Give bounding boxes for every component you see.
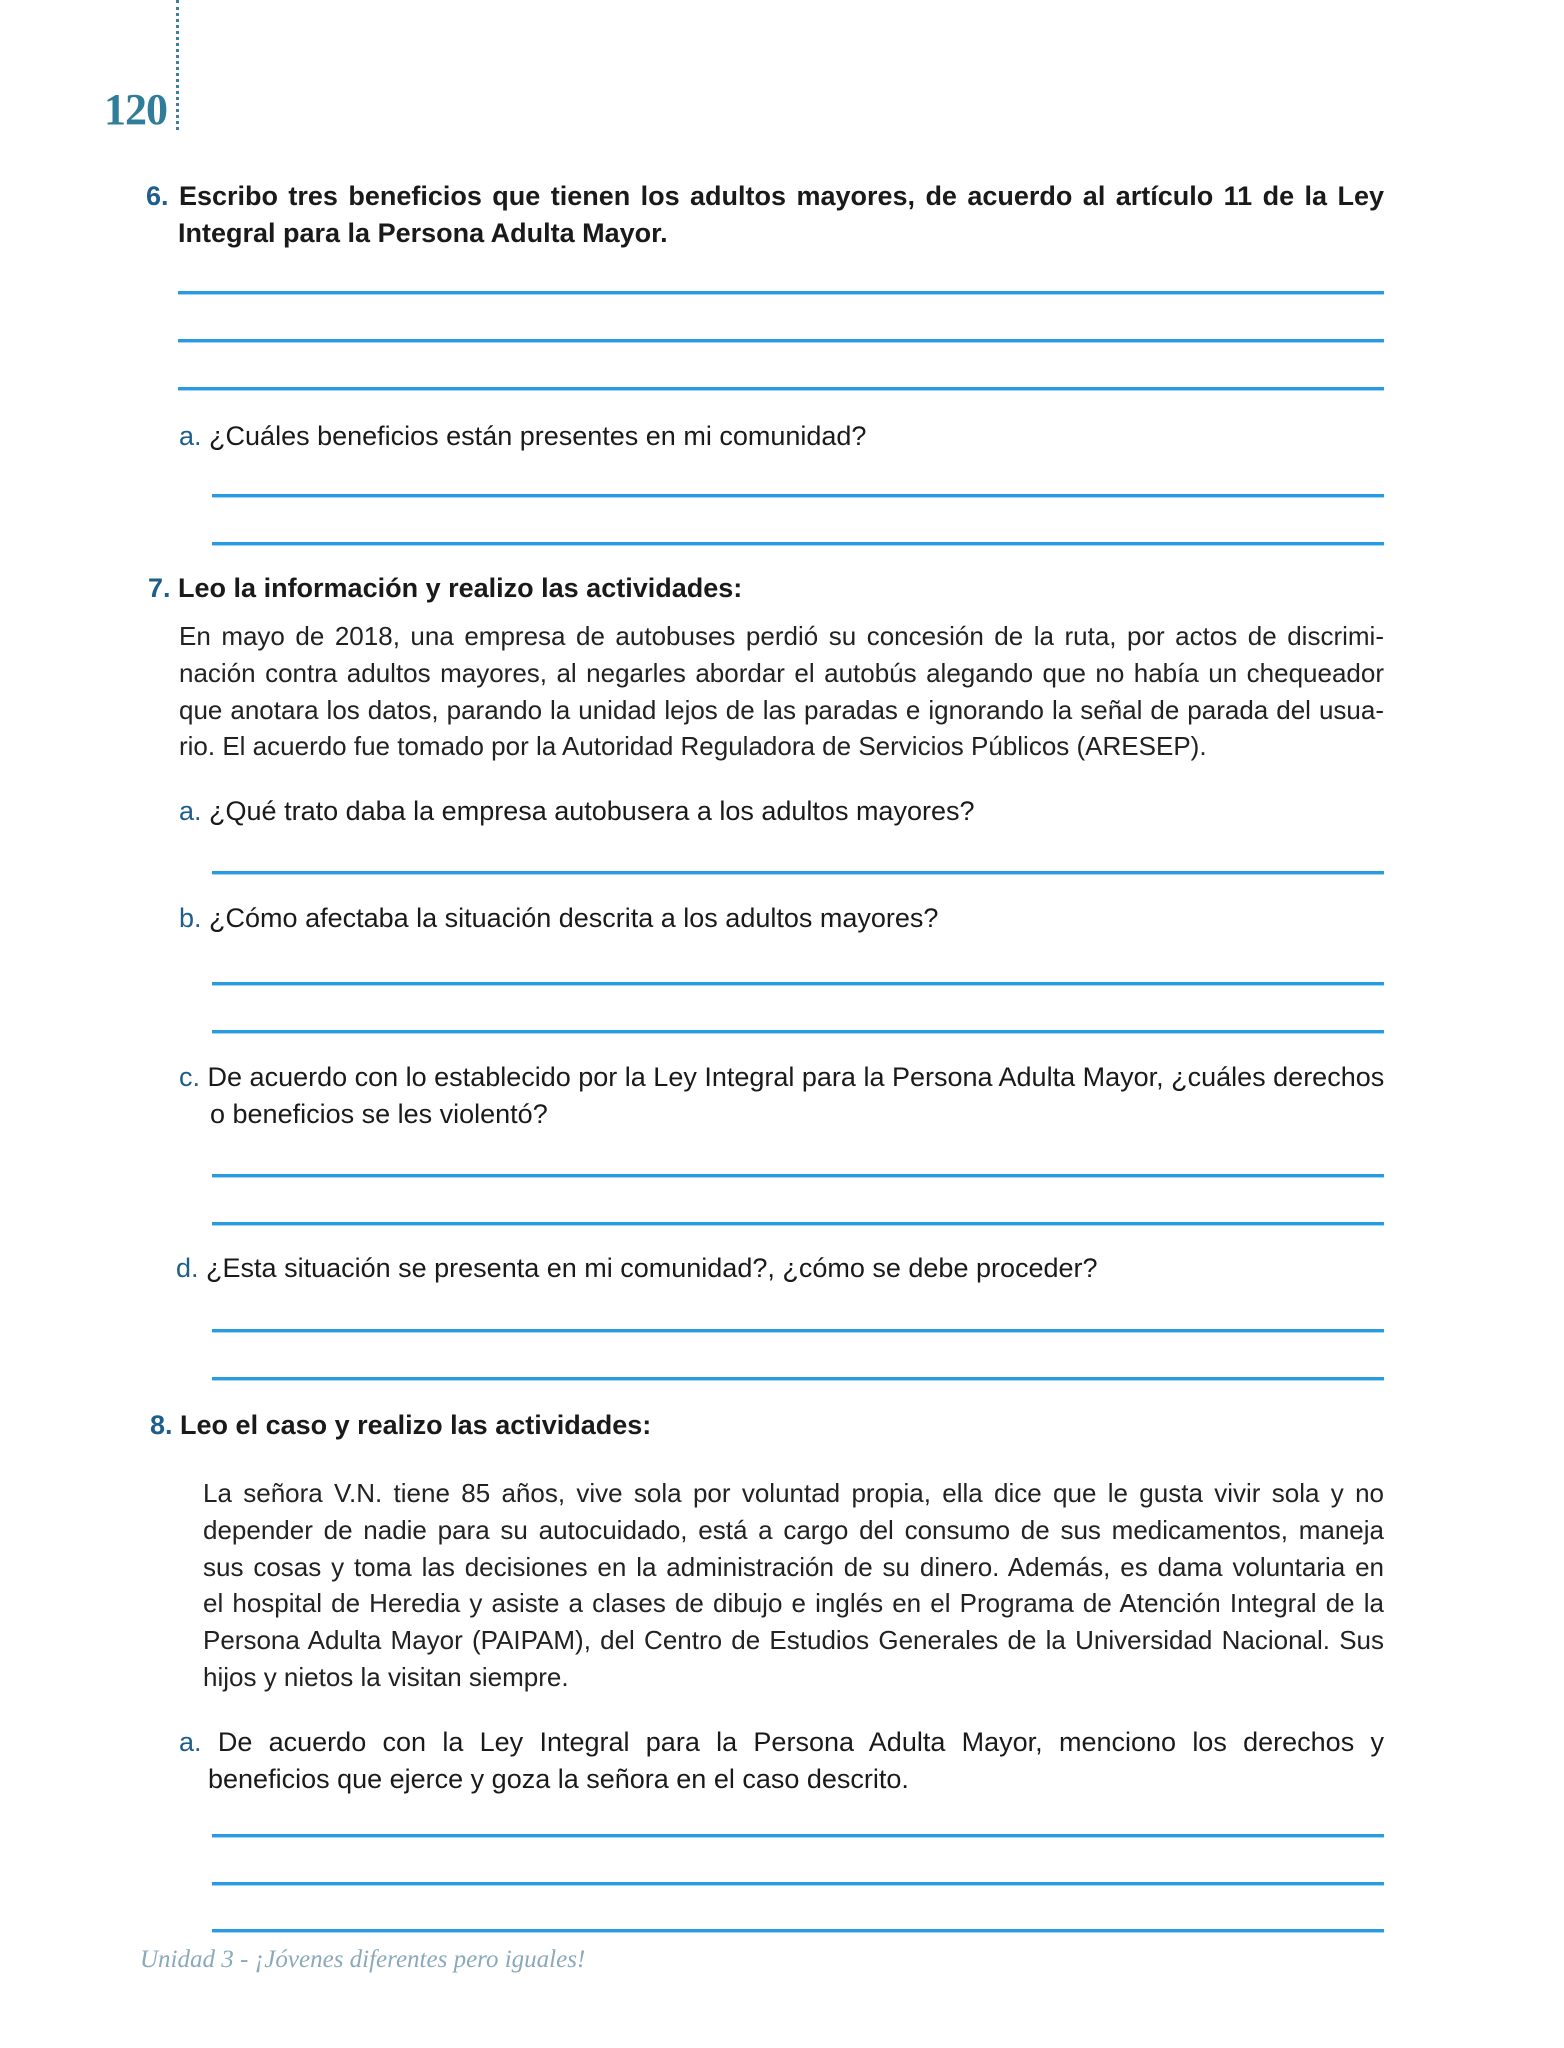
answer-line[interactable] [178, 339, 1384, 342]
answer-line[interactable] [212, 982, 1384, 985]
paragraph-line: el hospital de Heredia y asiste a clases de dibujo e inglés en el Programa de Atención Integral de la [203, 1588, 1384, 1619]
answer-line[interactable] [212, 1834, 1384, 1837]
paragraph-line: rio. El acuerdo fue tomado por la Autoridad Reguladora de Servicios Públicos (ARESEP). [179, 731, 1207, 762]
page-number: 120 [104, 85, 167, 134]
answer-line[interactable] [212, 542, 1384, 545]
margin-dotted-rule [176, 0, 179, 130]
question-text: Escribo tres beneficios que tienen los adultos mayores, de acuerdo al artículo 11 de la Ley [178, 181, 1384, 211]
answer-line[interactable] [212, 1882, 1384, 1885]
answer-line[interactable] [212, 1377, 1384, 1380]
answer-line[interactable] [212, 1222, 1384, 1225]
question-text: Leo la información y realizo las actividades: [178, 573, 743, 603]
question-number: 6. [146, 181, 169, 211]
question-7d [176, 1250, 1098, 1286]
sub-question-label: a. [179, 1727, 202, 1757]
question-8-paragraph [203, 1475, 1384, 1696]
paragraph-line: La señora V.N. tiene 85 años, vive sola por voluntad propia, ella dice que le gusta vivir sola y no [203, 1478, 1384, 1508]
sub-question-text: ¿Cómo afectaba la situación descrita a los adultos mayores? [209, 903, 939, 933]
question-7b [179, 900, 938, 936]
answer-line[interactable] [212, 871, 1384, 874]
sub-question-label: c. [179, 1062, 201, 1092]
question-text: Leo el caso y realizo las actividades: [180, 1410, 652, 1440]
sub-question-text: ¿Cuáles beneficios están presentes en mi comunidad? [209, 421, 867, 451]
answer-line[interactable] [212, 1174, 1384, 1177]
sub-question-text: De acuerdo con la Ley Integral para la Persona Adulta Mayor, menciono los derechos y [217, 1727, 1384, 1757]
question-6a [179, 418, 866, 454]
answer-line[interactable] [212, 1929, 1384, 1932]
paragraph-line: depender de nadie para su autocuidado, está a cargo del consumo de sus medicamentos, maneja [203, 1514, 1384, 1545]
answer-line[interactable] [212, 1030, 1384, 1033]
question-7c-line-1 [179, 1059, 1384, 1095]
question-8a-line-1 [179, 1724, 1384, 1760]
answer-line[interactable] [178, 387, 1384, 390]
sub-question-label: a. [179, 796, 202, 826]
question-number: 7. [148, 573, 171, 603]
answer-line[interactable] [212, 1329, 1384, 1332]
question-8-title [150, 1407, 651, 1443]
sub-question-text: ¿Esta situación se presenta en mi comunidad?, ¿cómo se debe proceder? [206, 1253, 1098, 1283]
question-7c-line-2: o beneficios se les violentó? [210, 1099, 548, 1129]
question-number: 8. [150, 1410, 173, 1440]
sub-question-text: De acuerdo con lo establecido por la Ley Integral para la Persona Adulta Mayor, ¿cuáles derechos [207, 1062, 1385, 1092]
paragraph-line: Persona Adulta Mayor (PAIPAM), del Centro de Estudios Generales de la Universidad Nacional. Sus [203, 1625, 1384, 1656]
question-6-line-2: Integral para la Persona Adulta Mayor. [178, 218, 668, 248]
sub-question-text: ¿Qué trato daba la empresa autobusera a los adultos mayores? [209, 796, 975, 826]
question-7a [179, 793, 975, 829]
paragraph-line: nación contra adultos mayores, al negarles abordar el autobús alegando que no había un chequeador [179, 657, 1384, 688]
sub-question-label: a. [179, 421, 202, 451]
sub-question-label: d. [176, 1253, 199, 1283]
answer-line[interactable] [178, 291, 1384, 294]
paragraph-line: hijos y nietos la visitan siempre. [203, 1661, 569, 1692]
question-7-paragraph [179, 618, 1384, 765]
answer-line[interactable] [212, 494, 1384, 497]
paragraph-line: sus cosas y toma las decisiones en la administración de su dinero. Además, es dama voluntaria en [203, 1551, 1384, 1582]
question-6-line-1 [146, 178, 1384, 214]
unit-footer: Unidad 3 - ¡Jóvenes diferentes pero iguales! [140, 1946, 586, 1973]
question-8a-line-2: beneficios que ejerce y goza la señora en el caso descrito. [208, 1764, 909, 1794]
paragraph-line: que anotara los datos, parando la unidad lejos de las paradas e ignorando la señal de parada del usua- [179, 694, 1384, 725]
paragraph-line: En mayo de 2018, una empresa de autobuses perdió su concesión de la ruta, por actos de discrimi- [179, 621, 1384, 651]
question-7-title [148, 570, 742, 606]
sub-question-label: b. [179, 903, 202, 933]
